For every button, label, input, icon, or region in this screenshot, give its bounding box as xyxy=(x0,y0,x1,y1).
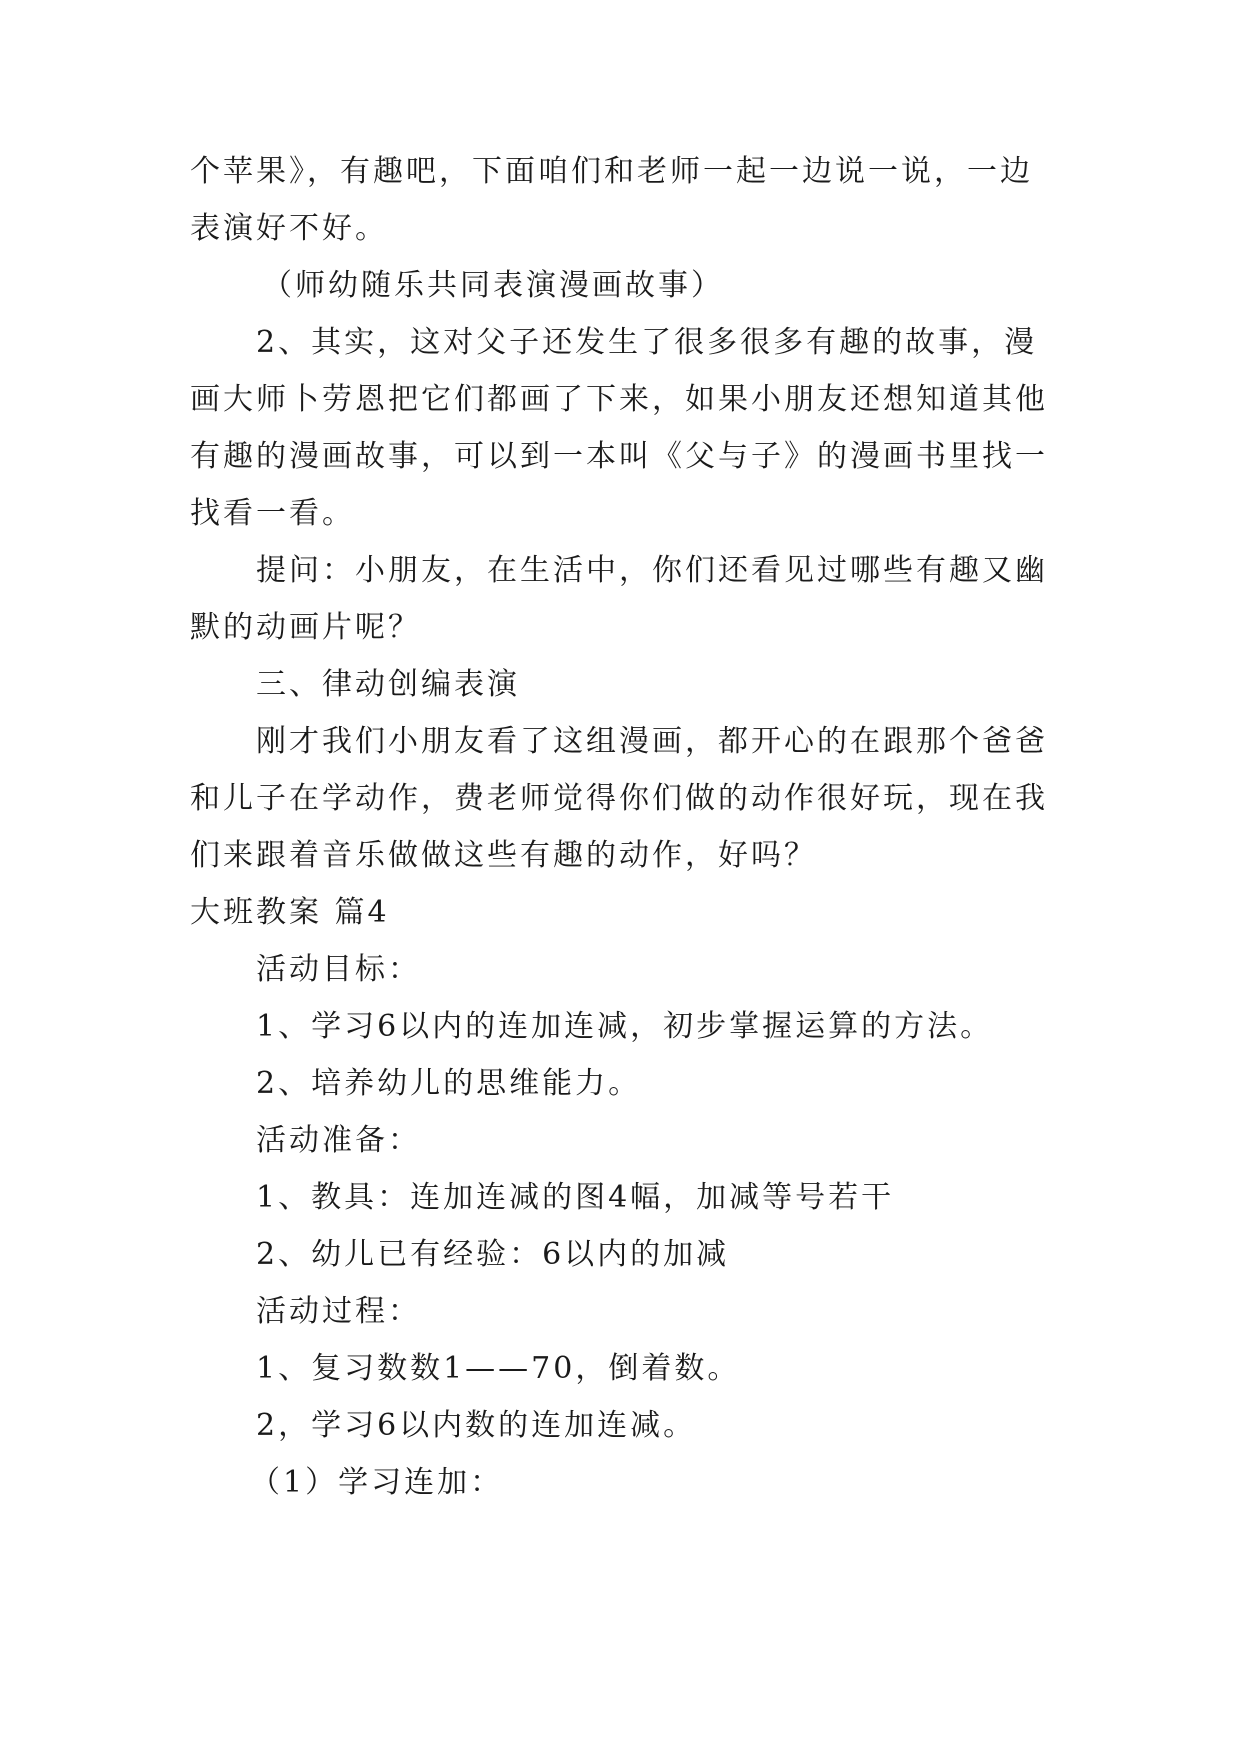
section-label: 活动目标： xyxy=(256,952,421,987)
paragraph-line: 有趣的漫画故事，可以到一本叫《父与子》的漫画书里找一 xyxy=(190,439,1048,474)
paragraph-line: 2、其实，这对父子还发生了很多很多有趣的故事，漫 xyxy=(256,325,1038,360)
paragraph-line: 默的动画片呢？ xyxy=(190,610,421,645)
list-item: 2、幼儿已有经验：6以内的加减 xyxy=(256,1237,730,1272)
paragraph-line: 个苹果》，有趣吧，下面咱们和老师一起一边说一说，一边 xyxy=(190,154,1033,189)
section-label: 活动过程： xyxy=(256,1294,421,1329)
list-item: 2，学习6以内数的连加连减。 xyxy=(256,1408,697,1443)
paragraph-line: 画大师卜劳恩把它们都画了下来，如果小朋友还想知道其他 xyxy=(190,382,1048,417)
paragraph-line: 表演好不好。 xyxy=(190,211,388,246)
section-heading: 三、律动创编表演 xyxy=(256,667,520,702)
list-item: 1、学习6以内的连加连减，初步掌握运算的方法。 xyxy=(256,1009,994,1044)
sub-item: （1）学习连加： xyxy=(250,1465,504,1500)
list-item: 2、培养幼儿的思维能力。 xyxy=(256,1066,642,1101)
paragraph-line: 和儿子在学动作，费老师觉得你们做的动作很好玩，现在我 xyxy=(190,781,1048,816)
paragraph-line: 提问：小朋友，在生活中，你们还看见过哪些有趣又幽 xyxy=(256,553,1048,588)
paragraph-line: 找看一看。 xyxy=(190,496,355,531)
paragraph-line: （师幼随乐共同表演漫画故事） xyxy=(262,268,724,303)
section-label: 活动准备： xyxy=(256,1123,421,1158)
lesson-plan-title: 大班教案 篇4 xyxy=(190,895,390,930)
list-item: 1、教具：连加连减的图4幅，加减等号若干 xyxy=(256,1180,895,1215)
list-item: 1、复习数数1——70，倒着数。 xyxy=(256,1351,741,1386)
paragraph-line: 刚才我们小朋友看了这组漫画，都开心的在跟那个爸爸 xyxy=(256,724,1048,759)
paragraph-line: 们来跟着音乐做做这些有趣的动作，好吗？ xyxy=(190,838,817,873)
